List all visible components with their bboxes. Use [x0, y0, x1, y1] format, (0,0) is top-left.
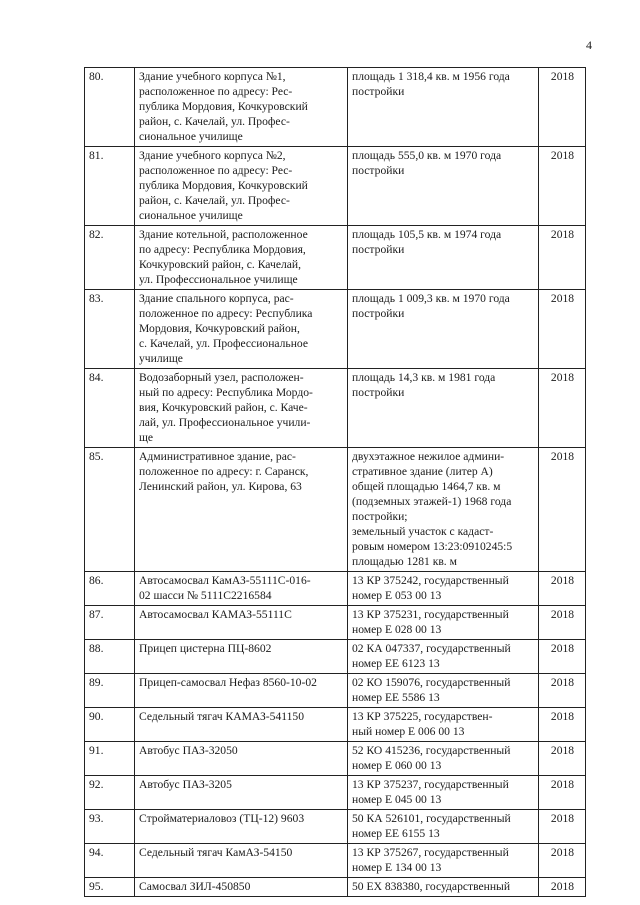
object-characteristics-line: номер ЕЕ 6123 13 [352, 657, 440, 670]
object-characteristics-line: ный номер Е 006 00 13 [352, 725, 465, 738]
row-number: 85. [85, 448, 135, 572]
year: 2018 [539, 810, 586, 844]
object-name-line: публика Мордовия, Кочкуровский [139, 179, 308, 192]
object-name-line: Прицеп-самосвал Нефаз 8560-10-02 [139, 676, 317, 689]
object-characteristics [348, 878, 539, 897]
object-characteristics-line: номер Е 053 00 13 [352, 589, 442, 602]
object-characteristics [348, 674, 539, 708]
object-characteristics-line: площадь 105,5 кв. м 1974 года [352, 228, 502, 241]
object-name [135, 448, 348, 572]
object-name-line: Водозаборный узел, расположен- [139, 371, 304, 384]
year: 2018 [539, 640, 586, 674]
object-characteristics-line: площадь 1 009,3 кв. м 1970 года [352, 292, 510, 305]
object-characteristics-line: 52 КО 415236, государственный [352, 744, 511, 757]
object-characteristics-line: 13 КР 375242, государственный [352, 574, 509, 587]
object-name-line: район, с. Качелай, ул. Профес- [139, 194, 290, 207]
object-name [135, 640, 348, 674]
year: 2018 [539, 844, 586, 878]
object-characteristics [348, 290, 539, 369]
table-row [85, 742, 586, 776]
year: 2018 [539, 776, 586, 810]
object-name-line: Автосамосвал КАМАЗ-55111С [139, 608, 292, 621]
object-name-line: ул. Профессиональное училище [139, 273, 298, 286]
object-name-line: по адресу: Республика Мордовия, [139, 243, 306, 256]
year: 2018 [539, 147, 586, 226]
object-name-line: положенное по адресу: Республика [139, 307, 313, 320]
year: 2018 [539, 369, 586, 448]
object-name-line: район, с. Качелай, ул. Профес- [139, 115, 290, 128]
object-characteristics-line: 13 КР 375231, государственный [352, 608, 509, 621]
table-row [85, 776, 586, 810]
year: 2018 [539, 290, 586, 369]
object-characteristics [348, 448, 539, 572]
object-characteristics-line: 02 КА 047337, государственный [352, 642, 511, 655]
year: 2018 [539, 674, 586, 708]
table-row [85, 844, 586, 878]
row-number: 93. [85, 810, 135, 844]
object-characteristics [348, 742, 539, 776]
table-row [85, 369, 586, 448]
object-characteristics [348, 640, 539, 674]
object-name-line: Автобус ПАЗ-3205 [139, 778, 232, 791]
object-name-line: с. Качелай, ул. Профессиональное [139, 337, 309, 350]
object-characteristics-line: номер Е 028 00 13 [352, 623, 442, 636]
object-name-line: Седельный тягач КамАЗ-54150 [139, 846, 293, 859]
year: 2018 [539, 572, 586, 606]
object-characteristics [348, 776, 539, 810]
property-table-body [85, 68, 586, 897]
object-name-line: Стройматериаловоз (ТЦ-12) 9603 [139, 812, 305, 825]
object-name [135, 369, 348, 448]
object-characteristics [348, 844, 539, 878]
object-name-line: Самосвал ЗИЛ-450850 [139, 880, 251, 893]
object-characteristics-line: постройки [352, 307, 405, 320]
year: 2018 [539, 878, 586, 897]
object-name-line: сиональное училище [139, 130, 243, 143]
property-table [84, 67, 586, 897]
object-name [135, 674, 348, 708]
row-number: 83. [85, 290, 135, 369]
object-characteristics-line: номер Е 045 00 13 [352, 793, 442, 806]
object-name-line: Кочкуровский район, с. Качелай, [139, 258, 301, 271]
table-row [85, 640, 586, 674]
object-name-line: училище [139, 352, 183, 365]
object-name [135, 68, 348, 147]
object-name [135, 810, 348, 844]
object-characteristics-line: двухэтажное нежилое админи- [352, 450, 505, 463]
object-characteristics-line: постройки [352, 243, 405, 256]
object-name-line: вия, Кочкуровский район, с. Каче- [139, 401, 308, 414]
object-characteristics-line: 13 КР 375267, государственный [352, 846, 509, 859]
object-name-line: положенное по адресу: г. Саранск, [139, 465, 309, 478]
year: 2018 [539, 742, 586, 776]
row-number: 81. [85, 147, 135, 226]
year: 2018 [539, 68, 586, 147]
object-characteristics-line: общей площадью 1464,7 кв. м [352, 480, 501, 493]
object-characteristics [348, 606, 539, 640]
row-number: 88. [85, 640, 135, 674]
object-characteristics-line: стративное здание (литер А) [352, 465, 493, 478]
object-characteristics-line: номер Е 134 00 13 [352, 861, 442, 874]
object-name [135, 226, 348, 290]
object-characteristics [348, 369, 539, 448]
object-characteristics [348, 147, 539, 226]
row-number: 90. [85, 708, 135, 742]
object-name-line: расположенное по адресу: Рес- [139, 85, 293, 98]
row-number: 94. [85, 844, 135, 878]
object-name [135, 844, 348, 878]
year: 2018 [539, 448, 586, 572]
object-characteristics-line: 50 КА 526101, государственный [352, 812, 511, 825]
table-row [85, 226, 586, 290]
table-row [85, 448, 586, 572]
table-row [85, 572, 586, 606]
object-name [135, 878, 348, 897]
object-characteristics-line: площадь 555,0 кв. м 1970 года [352, 149, 502, 162]
object-characteristics [348, 572, 539, 606]
object-name-line: ще [139, 431, 154, 444]
table-row [85, 810, 586, 844]
object-name-line: лай, ул. Профессиональное учили- [139, 416, 311, 429]
year: 2018 [539, 226, 586, 290]
object-name-line: публика Мордовия, Кочкуровский [139, 100, 308, 113]
object-name [135, 606, 348, 640]
object-name-line: сиональное училище [139, 209, 243, 222]
page-number: 4 [586, 38, 592, 52]
object-name-line: Здание учебного корпуса №2, [139, 149, 286, 162]
table-row [85, 878, 586, 897]
object-name [135, 572, 348, 606]
object-name [135, 708, 348, 742]
object-characteristics-line: постройки [352, 386, 405, 399]
object-name-line: Автобус ПАЗ-32050 [139, 744, 238, 757]
object-name-line: Мордовия, Кочкуровский район, [139, 322, 300, 335]
object-characteristics-line: постройки [352, 164, 405, 177]
object-name [135, 147, 348, 226]
row-number: 89. [85, 674, 135, 708]
object-characteristics [348, 810, 539, 844]
object-characteristics-line: земельный участок с кадаст- [352, 525, 494, 538]
object-name-line: Здание котельной, расположенное [139, 228, 308, 241]
row-number: 86. [85, 572, 135, 606]
object-characteristics-line: ровым номером 13:23:0910245:5 [352, 540, 513, 553]
row-number: 92. [85, 776, 135, 810]
row-number: 91. [85, 742, 135, 776]
object-characteristics [348, 708, 539, 742]
object-name-line: Автосамосвал КамАЗ-55111С-016- [139, 574, 311, 587]
table-row [85, 674, 586, 708]
row-number: 84. [85, 369, 135, 448]
object-characteristics-line: постройки [352, 85, 405, 98]
object-characteristics-line: площадь 14,3 кв. м 1981 года [352, 371, 496, 384]
table-row [85, 147, 586, 226]
object-characteristics-line: 13 КР 375225, государствен- [352, 710, 493, 723]
object-characteristics [348, 226, 539, 290]
object-name-line: Здание учебного корпуса №1, [139, 70, 286, 83]
object-name-line: Ленинский район, ул. Кирова, 63 [139, 480, 302, 493]
object-characteristics-line: 13 КР 375237, государственный [352, 778, 509, 791]
object-characteristics-line: площадь 1 318,4 кв. м 1956 года [352, 70, 510, 83]
object-characteristics-line: 02 КО 159076, государственный [352, 676, 511, 689]
row-number: 82. [85, 226, 135, 290]
object-name-line: ный по адресу: Республика Мордо- [139, 386, 313, 399]
object-name-line: Прицеп цистерна ПЦ-8602 [139, 642, 272, 655]
object-name-line: Административное здание, рас- [139, 450, 296, 463]
object-characteristics-line: номер ЕЕ 6155 13 [352, 827, 440, 840]
object-name-line: Здание спального корпуса, рас- [139, 292, 294, 305]
object-name [135, 742, 348, 776]
table-row [85, 290, 586, 369]
object-characteristics-line: (подземных этажей-1) 1968 года [352, 495, 512, 508]
object-name-line: 02 шасси № 5111С2216584 [139, 589, 272, 602]
object-characteristics-line: 50 ЕХ 838380, государственный [352, 880, 511, 893]
object-name [135, 776, 348, 810]
table-row [85, 606, 586, 640]
table-row [85, 708, 586, 742]
object-characteristics-line: постройки; [352, 510, 408, 523]
object-characteristics-line: номер Е 060 00 13 [352, 759, 442, 772]
row-number: 87. [85, 606, 135, 640]
object-name-line: расположенное по адресу: Рес- [139, 164, 293, 177]
row-number: 80. [85, 68, 135, 147]
object-characteristics [348, 68, 539, 147]
object-characteristics-line: площадью 1281 кв. м [352, 555, 457, 568]
row-number: 95. [85, 878, 135, 897]
object-name [135, 290, 348, 369]
year: 2018 [539, 708, 586, 742]
table-row [85, 68, 586, 147]
year: 2018 [539, 606, 586, 640]
object-name-line: Седельный тягач КАМАЗ-541150 [139, 710, 305, 723]
object-characteristics-line: номер ЕЕ 5586 13 [352, 691, 440, 704]
